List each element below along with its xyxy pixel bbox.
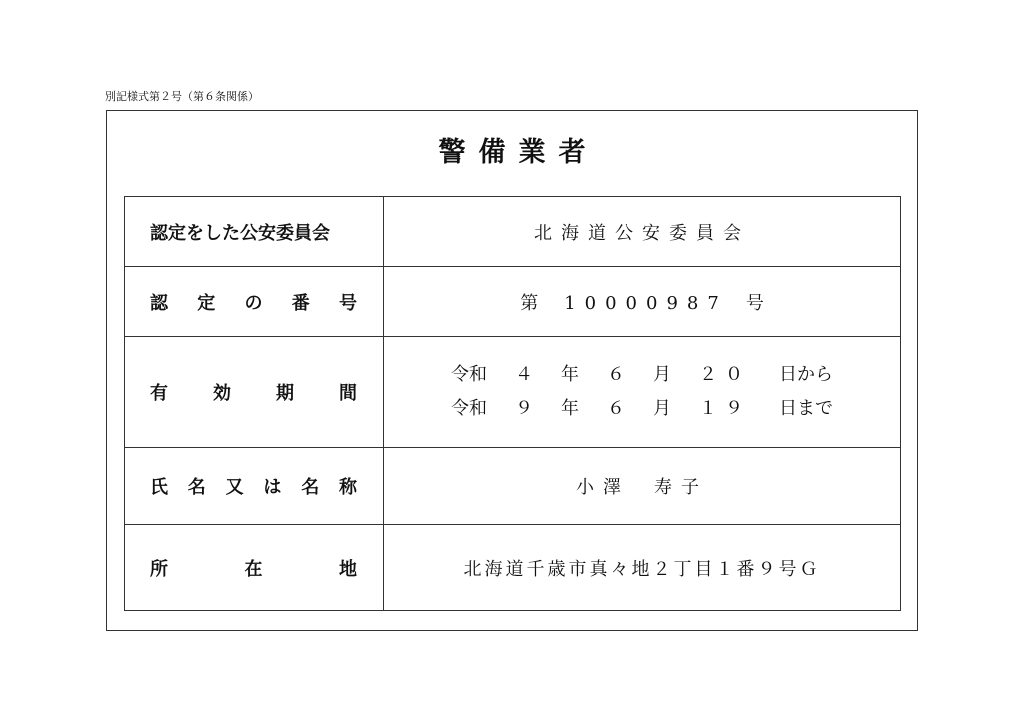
end-year-unit: 年 — [561, 398, 579, 419]
start-year-unit: 年 — [561, 364, 579, 385]
label-char: の — [244, 292, 263, 314]
certification-number: 10000987 — [564, 292, 728, 314]
start-year: ４ — [515, 364, 533, 385]
address: 北海道千歳市真々地２丁目１番９号Ｇ — [463, 558, 821, 580]
value-name — [384, 448, 901, 525]
label-char: 名 — [187, 477, 206, 498]
start-day: ２０ — [699, 364, 751, 385]
label-name — [125, 448, 384, 525]
period-start — [384, 358, 900, 392]
label-char: 氏 — [150, 477, 168, 498]
label-char: は — [263, 477, 282, 498]
end-era: 令和 — [451, 398, 487, 419]
label-address — [125, 525, 384, 611]
commission-name: 北海道公安委員会 — [534, 222, 750, 244]
number-prefix: 第 — [520, 292, 539, 314]
given-name: 寿子 — [654, 477, 708, 498]
value-number — [384, 267, 901, 337]
label-commission — [125, 197, 384, 267]
form-caption: 別記様式第２号（第６条関係） — [105, 90, 259, 103]
label-char: 間 — [339, 383, 357, 404]
certificate-table — [124, 196, 901, 611]
label-period — [125, 337, 384, 448]
document-title: 警備業者 — [438, 137, 599, 168]
start-era: 令和 — [451, 364, 487, 385]
label-char: 定 — [197, 292, 216, 314]
period-end — [384, 392, 900, 426]
table-row-address — [125, 525, 901, 611]
label-number — [125, 267, 384, 337]
end-month-unit: 月 — [653, 398, 671, 419]
end-month: ６ — [607, 398, 625, 419]
start-month: ６ — [607, 364, 625, 385]
family-name: 小澤 — [576, 477, 630, 498]
label-char: 地 — [339, 558, 357, 580]
table-row-period — [125, 337, 901, 448]
start-day-suffix: 日から — [779, 364, 833, 385]
label-char: 有 — [150, 383, 168, 404]
table-row-number — [125, 267, 901, 337]
label-char: 所 — [150, 558, 168, 580]
label-char: 在 — [244, 558, 263, 580]
end-day-suffix: 日まで — [779, 398, 833, 419]
label-char: 名 — [301, 477, 320, 498]
label-char: 効 — [213, 383, 231, 404]
label-char: 称 — [338, 477, 357, 498]
table-row-name — [125, 448, 901, 525]
label-char: 号 — [339, 292, 357, 314]
value-period — [384, 337, 901, 448]
table-row-commission — [125, 197, 901, 267]
label-char: 認 — [150, 292, 168, 314]
label-char: 番 — [291, 292, 310, 314]
number-suffix: 号 — [745, 292, 764, 314]
value-address — [384, 525, 901, 611]
label-commission-text: 認定をした公安委員会 — [150, 222, 330, 244]
label-char: 期 — [276, 383, 294, 404]
value-commission — [384, 197, 901, 267]
start-month-unit: 月 — [653, 364, 671, 385]
label-char: 又 — [225, 477, 244, 498]
end-year: ９ — [515, 398, 533, 419]
end-day: １９ — [699, 398, 751, 419]
